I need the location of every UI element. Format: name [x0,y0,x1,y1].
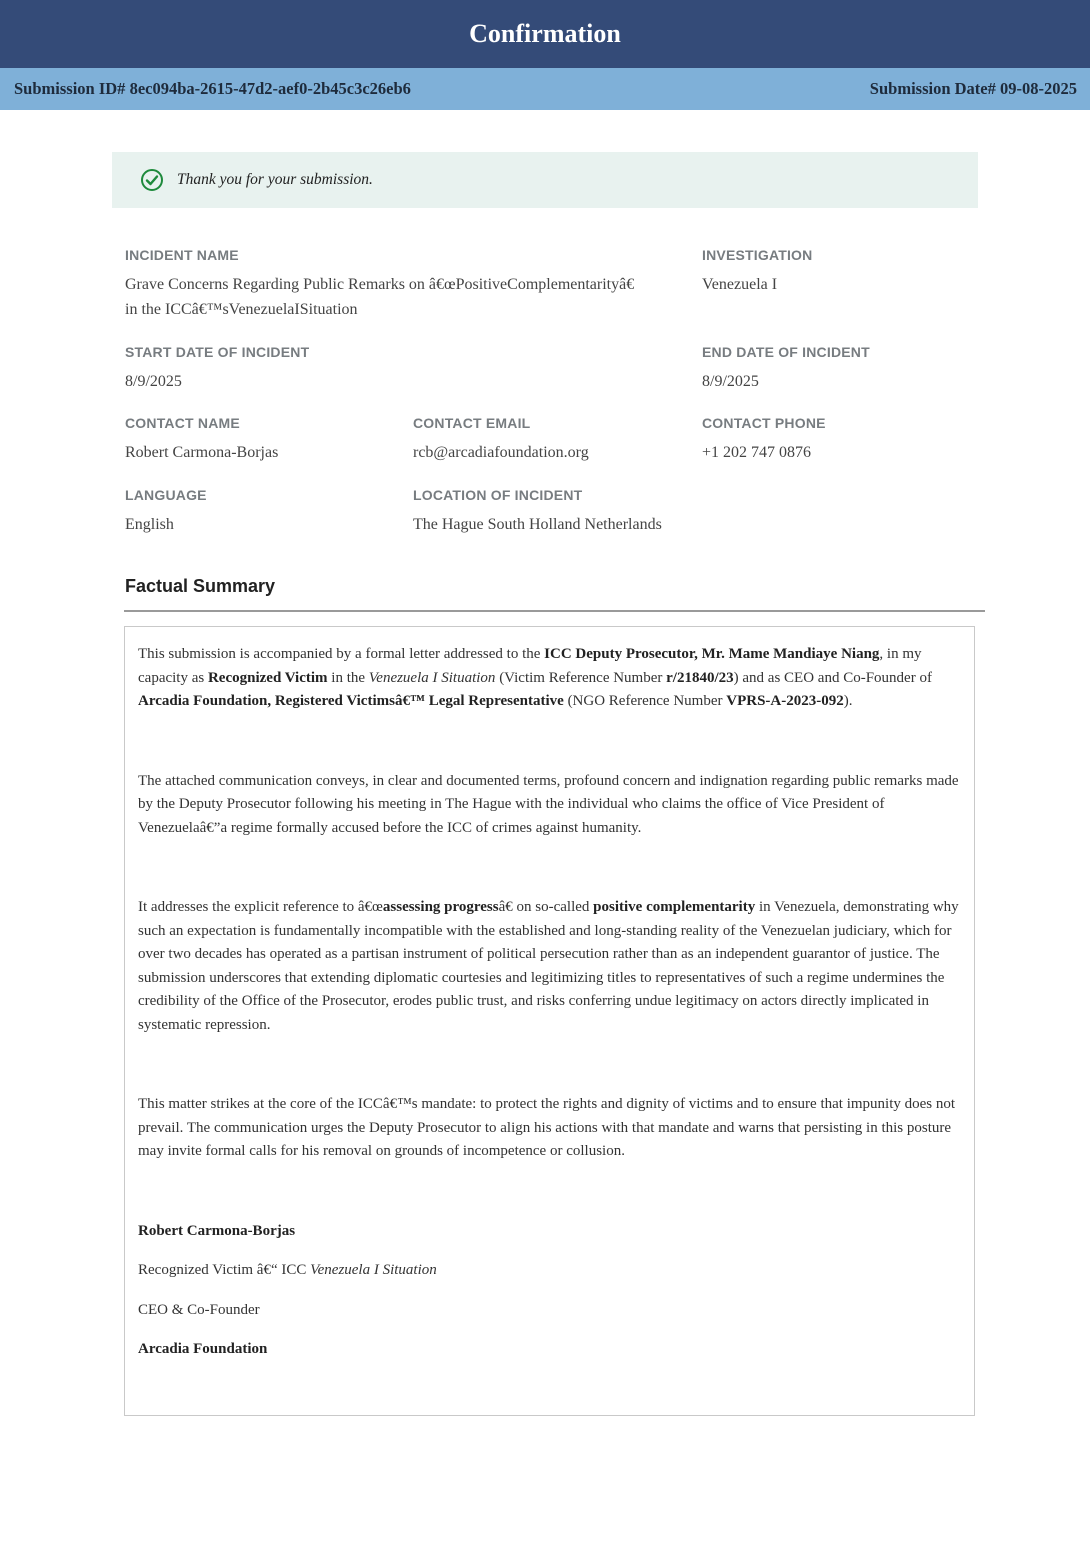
incident-name-value [125,272,685,322]
submission-id [14,79,411,99]
end-date-value: 8/9/2025 [702,373,759,390]
contact-name-value: Robert Carmona-Borjas [125,444,279,461]
factual-summary-box [124,626,975,1416]
contact-phone-label: CONTACT PHONE [702,415,826,431]
language-label: LANGUAGE [125,487,207,503]
page-header [0,0,1090,68]
signature-title: CEO & Co-Founder [138,1301,260,1318]
submission-id-label: Submission ID# [14,79,126,98]
investigation-value: Venezuela I [702,276,778,293]
submission-date-label: Submission Date# [869,79,996,98]
end-date-label: END DATE OF INCIDENT [702,344,870,360]
submission-id-value: 8ec094ba-2615-47d2-aef0-2b45c3c26eb6 [129,79,411,98]
contact-email-value: rcb@arcadiafoundation.org [413,444,589,461]
contact-email-label: CONTACT EMAIL [413,415,531,431]
start-date-label: START DATE OF INCIDENT [125,344,310,360]
contact-name-label: CONTACT NAME [125,415,240,431]
summary-paragraph-3: It addresses the explicit reference to â€œassessing progressâ€ on so-called positive complementarity in Venezuela, demonstrating why such an expectation is fundamentally incompatible with the established and long-standing reality of the Venezuelan judiciary, which for over two decades has operated as a partisan instrument of political persecution rather than as an independent guarantor of justice. The submission underscores that extending diplomatic courtesies and legitimizing titles to representatives of such a regime undermines the credibility of the Office of the Prosecutor, erodes public trust, and risks conferring undue legitimacy on actors directly implicated in systematic repression. [138,899,959,1033]
contact-phone-value: +1 202 747 0876 [702,444,812,461]
page-title: Confirmation [469,19,621,48]
submission-info-bar [0,68,1090,110]
start-date-value: 8/9/2025 [125,373,182,390]
signature-name: Robert Carmona-Borjas [138,1222,296,1239]
success-alert [112,152,978,208]
incident-name-line-2: in the ICCâ€™sVenezuelaISituation [125,301,358,318]
section-divider [124,610,985,612]
incident-name-line-1: Grave Concerns Regarding Public Remarks on â€œPositiveComplementarityâ€ [125,276,635,293]
check-circle-icon [140,168,164,192]
success-message: Thank you for your submission. [177,171,373,188]
submission-date [870,79,1077,99]
signature-role: Recognized Victim â€“ ICC Venezuela I Situation [138,1262,437,1278]
summary-paragraph-4: This matter strikes at the core of the ICCâ€™s mandate: to protect the rights and dignity of victims and to ensure that impunity does not prevail. The communication urges the Deputy Prosecutor to align his actions with that mandate and warns that persisting in this posture may invite formal calls for his removal on grounds of incompetence or collusion. [138,1096,956,1159]
summary-paragraph-2: The attached communication conveys, in clear and documented terms, profound concern and indignation regarding public remarks made by the Deputy Prosecutor following his meeting in The Hague with the individual who claims the office of Vice President of Venezuelaâ€”a regime formally accused before the ICC of crimes against humanity. [138,772,959,836]
signature-org: Arcadia Foundation [138,1341,268,1357]
submission-date-value: 09-08-2025 [1000,79,1077,98]
location-value: The Hague South Holland Netherlands [413,516,662,533]
factual-summary-title: Factual Summary [125,576,276,596]
investigation-label: INVESTIGATION [702,247,813,263]
location-label: LOCATION OF INCIDENT [413,487,583,503]
summary-paragraph-1: This submission is accompanied by a formal letter addressed to the ICC Deputy Prosecutor, Mr. Mame Mandiaye Niang, in my capacity as Recognized Victim in the Venezuela I Situation (Victim Reference Number r/21840/23) and as CEO and Co-Founder of Arcadia Foundation, Registered Victimsâ€™ Legal Representative (NGO Reference Number VPRS-A-2023-092). [138,646,932,709]
incident-name-label: INCIDENT NAME [125,247,239,263]
language-value: English [125,516,174,533]
